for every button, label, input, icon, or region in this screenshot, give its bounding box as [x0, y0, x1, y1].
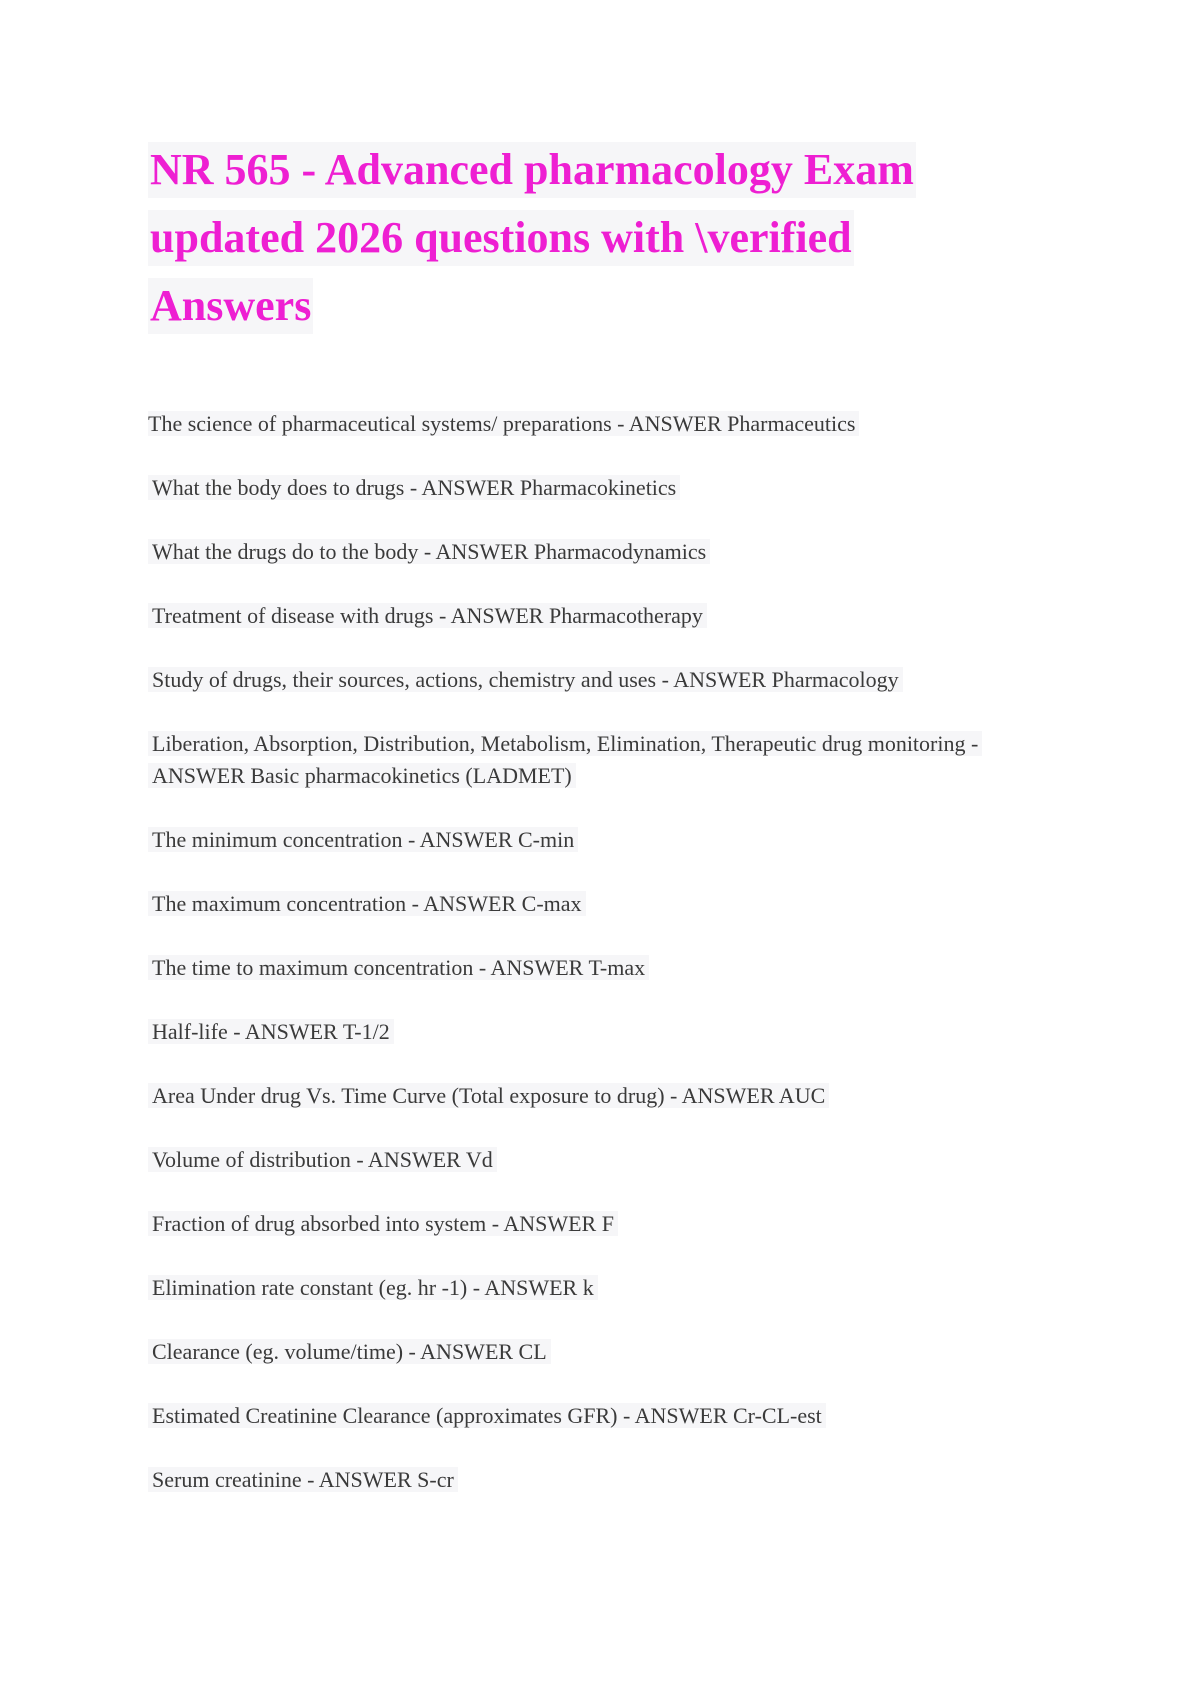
qa-text: Half-life - ANSWER T-1/2 — [148, 1019, 394, 1044]
qa-text: The science of pharmaceutical systems/ preparations - ANSWER Pharmaceutics — [148, 411, 859, 436]
qa-item — [148, 952, 1068, 984]
qa-item — [148, 664, 1068, 696]
document-title — [148, 142, 1048, 346]
qa-text: Treatment of disease with drugs - ANSWER Pharmacotherapy — [148, 603, 707, 628]
qa-item — [148, 1400, 1068, 1432]
title-line-3: Answers — [148, 278, 313, 334]
qa-text: Area Under drug Vs. Time Curve (Total exposure to drug) - ANSWER AUC — [148, 1083, 829, 1108]
qa-item — [148, 472, 1068, 504]
qa-text: Study of drugs, their sources, actions, chemistry and uses - ANSWER Pharmacology — [148, 667, 903, 692]
qa-text: Volume of distribution - ANSWER Vd — [148, 1147, 497, 1172]
qa-item — [148, 1272, 1068, 1304]
qa-text: Estimated Creatinine Clearance (approximates GFR) - ANSWER Cr-CL-est — [148, 1403, 826, 1428]
qa-item — [148, 600, 1068, 632]
qa-text: The minimum concentration - ANSWER C-min — [148, 827, 578, 852]
qa-text: The time to maximum concentration - ANSWER T-max — [148, 955, 649, 980]
qa-list — [148, 408, 1068, 1528]
qa-item — [148, 888, 1068, 920]
qa-item — [148, 824, 1068, 856]
title-line-1: NR 565 - Advanced pharmacology Exam — [148, 142, 916, 198]
qa-item — [148, 1208, 1068, 1240]
qa-item — [148, 1336, 1068, 1368]
qa-text: Fraction of drug absorbed into system - ANSWER F — [148, 1211, 618, 1236]
qa-text: What the drugs do to the body - ANSWER Pharmacodynamics — [148, 539, 710, 564]
qa-item — [148, 728, 1068, 792]
qa-item — [148, 1144, 1068, 1176]
qa-text: What the body does to drugs - ANSWER Pharmacokinetics — [148, 475, 680, 500]
qa-text: Clearance (eg. volume/time) - ANSWER CL — [148, 1339, 551, 1364]
title-line-2: updated 2026 questions with \verified — [148, 210, 854, 266]
qa-item — [148, 408, 1068, 440]
qa-item — [148, 1016, 1068, 1048]
qa-item — [148, 1080, 1068, 1112]
qa-item — [148, 1464, 1068, 1496]
qa-text: The maximum concentration - ANSWER C-max — [148, 891, 586, 916]
qa-text: Serum creatinine - ANSWER S-cr — [148, 1467, 458, 1492]
qa-text: Liberation, Absorption, Distribution, Metabolism, Elimination, Therapeutic drug monitoring - ANSWER Basic pharmacokinetics (LADMET) — [148, 731, 982, 788]
qa-text: Elimination rate constant (eg. hr -1) - ANSWER k — [148, 1275, 598, 1300]
qa-item — [148, 536, 1068, 568]
